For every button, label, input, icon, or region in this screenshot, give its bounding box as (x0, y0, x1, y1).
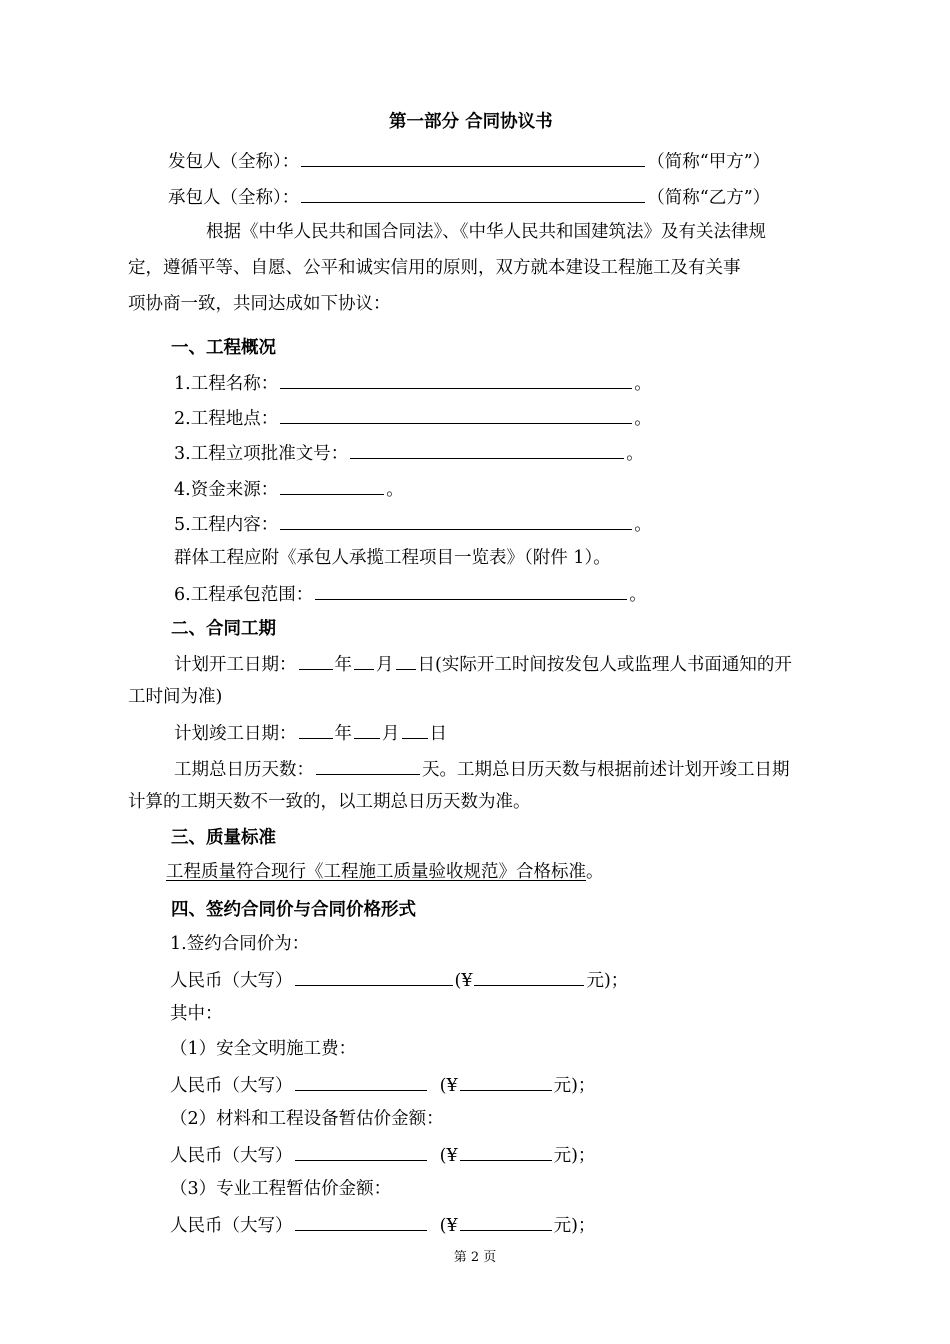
period: 。 (586, 862, 604, 882)
day-label: 日 (429, 724, 447, 744)
employer-label: 发包人（全称）： (168, 152, 300, 172)
total-days-line-2: 计算的工期天数不一致的，以工期总日历天数为准。 (128, 792, 531, 812)
section-2-heading: 二、合同工期 (171, 619, 276, 639)
yuan-close: 元)； (586, 971, 629, 991)
section-4-heading: 四、签约合同价与合同价格形式 (171, 900, 416, 920)
approval-number-field[interactable] (350, 440, 624, 459)
contract-price-line (170, 967, 628, 991)
project-name-line (174, 370, 652, 394)
rmb-label: 人民币（大写） (170, 1146, 293, 1166)
material-estimate-label: （2）材料和工程设备暂估价金额： (170, 1109, 444, 1129)
yen-open: (¥ (439, 1076, 458, 1096)
page-title: 第一部分 合同协议书 (389, 112, 553, 132)
quality-standard-line (166, 860, 604, 884)
end-month-field[interactable] (354, 720, 380, 739)
employer-suffix: （简称“甲方”） (647, 152, 771, 172)
intro-line-3: 项协商一致，共同达成如下协议： (128, 294, 391, 314)
contract-price-number-field[interactable] (474, 967, 584, 986)
contract-scope-line (174, 581, 647, 605)
specialty-estimate-line (170, 1212, 595, 1236)
rmb-label: 人民币（大写） (170, 1076, 293, 1096)
period: 。 (626, 444, 644, 464)
specialty-estimate-number-field[interactable] (460, 1212, 552, 1231)
start-year-field[interactable] (299, 651, 333, 670)
approval-number-label: 3.工程立项批准文号： (174, 444, 349, 464)
start-month-field[interactable] (354, 651, 374, 670)
rmb-label: 人民币（大写） (170, 971, 293, 991)
planned-start-label: 计划开工日期： (174, 655, 297, 675)
month-label: 月 (376, 655, 394, 675)
quality-standard-text: 工程质量符合现行《工程施工质量验收规范》合格标准 (166, 862, 586, 882)
safety-fee-line (170, 1072, 595, 1096)
safety-fee-label: （1）安全文明施工费： (170, 1039, 357, 1059)
safety-fee-words-field[interactable] (295, 1072, 427, 1091)
group-project-note: 群体工程应附《承包人承揽工程项目一览表》（附件 1）。 (174, 548, 611, 568)
total-days-line (174, 756, 790, 780)
project-name-label: 1.工程名称： (174, 374, 279, 394)
start-day-field[interactable] (396, 651, 416, 670)
material-estimate-number-field[interactable] (460, 1142, 552, 1161)
yen-open: (¥ (439, 1216, 458, 1236)
section-1-heading: 一、工程概况 (171, 338, 276, 358)
planned-start-note-line-2: 工时间为准) (128, 687, 223, 707)
among-label: 其中： (170, 1004, 223, 1024)
yuan-close: 元)； (553, 1076, 596, 1096)
yuan-close: 元)； (553, 1216, 596, 1236)
contract-price-label: 1.签约合同价为： (170, 934, 310, 954)
project-location-line (174, 405, 652, 429)
funding-source-label: 4.资金来源： (174, 480, 279, 500)
total-days-label: 工期总日历天数： (174, 760, 314, 780)
period: 。 (629, 585, 647, 605)
project-location-label: 2.工程地点： (174, 409, 279, 429)
page-number: 第 2 页 (453, 1250, 497, 1265)
yuan-close: 元)； (553, 1146, 596, 1166)
planned-completion-line (174, 720, 447, 744)
specialty-estimate-label: （3）专业工程暂估价金额： (170, 1179, 392, 1199)
approval-number-line (174, 440, 644, 464)
material-estimate-words-field[interactable] (295, 1142, 427, 1161)
year-label: 年 (334, 655, 352, 675)
period: 。 (634, 515, 652, 535)
project-content-field[interactable] (280, 511, 632, 530)
yen-open: (¥ (439, 1146, 458, 1166)
total-days-field[interactable] (316, 756, 420, 775)
period: 。 (634, 374, 652, 394)
project-content-label: 5.工程内容： (174, 515, 279, 535)
end-day-field[interactable] (402, 720, 428, 739)
employer-name-field[interactable] (301, 148, 645, 167)
planned-start-note: (实际开工时间按发包人或监理人书面通知的开 (435, 655, 792, 675)
rmb-label: 人民币（大写） (170, 1216, 293, 1236)
material-estimate-line (170, 1142, 595, 1166)
section-3-heading: 三、质量标准 (171, 828, 276, 848)
funding-source-field[interactable] (280, 476, 384, 495)
employer-line (168, 148, 770, 172)
intro-line-2: 定，遵循平等、自愿、公平和诚实信用的原则，双方就本建设工程施工及有关事 (128, 258, 741, 278)
contractor-name-field[interactable] (301, 184, 645, 203)
yen-open: (¥ (454, 971, 473, 991)
end-year-field[interactable] (299, 720, 333, 739)
planned-completion-label: 计划竣工日期： (174, 724, 297, 744)
contract-scope-field[interactable] (315, 581, 627, 600)
month-label: 月 (382, 724, 400, 744)
period: 。 (386, 480, 404, 500)
funding-source-line (174, 476, 404, 500)
year-label: 年 (334, 724, 352, 744)
total-days-suffix: 天。工期总日历天数与根据前述计划开竣工日期 (422, 760, 790, 780)
planned-start-line (174, 651, 792, 675)
project-content-line (174, 511, 652, 535)
day-label: 日 (417, 655, 435, 675)
project-name-field[interactable] (280, 370, 632, 389)
contract-scope-label: 6.工程承包范围： (174, 585, 314, 605)
intro-line-1: 根据《中华人民共和国合同法》、《中华人民共和国建筑法》及有关法律规 (206, 222, 766, 242)
specialty-estimate-words-field[interactable] (295, 1212, 427, 1231)
safety-fee-number-field[interactable] (460, 1072, 552, 1091)
period: 。 (634, 409, 652, 429)
contract-price-words-field[interactable] (295, 967, 453, 986)
contractor-label: 承包人（全称）： (168, 188, 300, 208)
contractor-suffix: （简称“乙方”） (647, 188, 771, 208)
contractor-line (168, 184, 770, 208)
project-location-field[interactable] (280, 405, 632, 424)
